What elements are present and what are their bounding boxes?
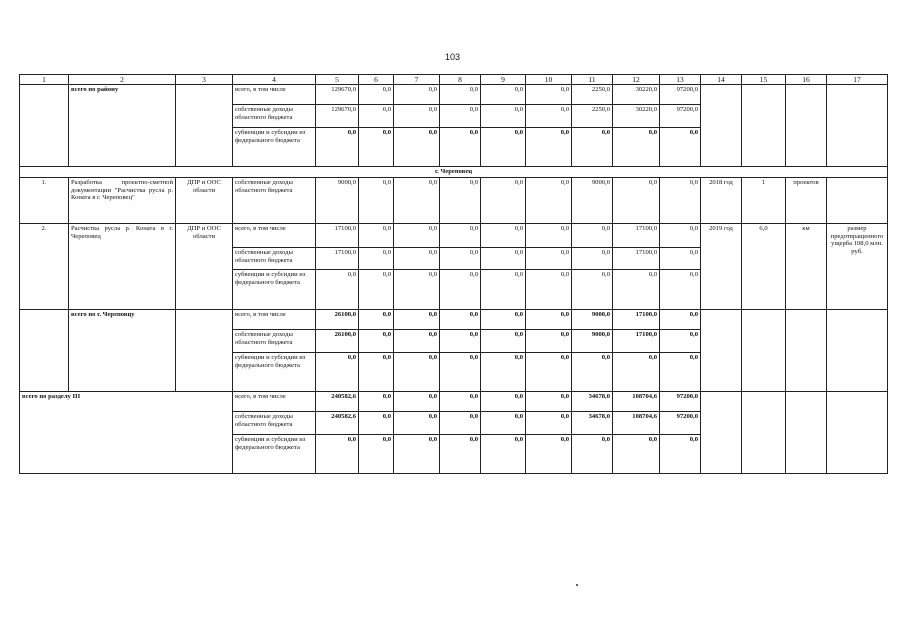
- empty-cell: [786, 392, 827, 474]
- column-number: 9: [481, 75, 526, 85]
- column-number: 7: [394, 75, 440, 85]
- amount-cell: 0,0: [660, 310, 701, 330]
- amount-cell: 0,0: [316, 128, 359, 167]
- amount-cell: 0,0: [359, 270, 394, 310]
- amount-cell: 0,0: [481, 224, 526, 248]
- amount-cell: 0,0: [481, 85, 526, 105]
- amount-cell: 0,0: [660, 224, 701, 248]
- empty-cell: [701, 310, 742, 392]
- amount-cell: 0,0: [526, 178, 572, 224]
- amount-cell: 0,0: [394, 85, 440, 105]
- amount-cell: 17100,0: [613, 224, 660, 248]
- amount-cell: 17100,0: [316, 224, 359, 248]
- item-number: 1.: [20, 178, 69, 224]
- amount-cell: 129670,0: [316, 85, 359, 105]
- amount-cell: 0,0: [526, 435, 572, 474]
- amount-cell: 0,0: [359, 310, 394, 330]
- amount-cell: 0,0: [440, 310, 481, 330]
- financing-type: собственные доходы областного бюджета: [233, 105, 316, 128]
- empty-cell: [827, 310, 888, 392]
- amount-cell: 0,0: [481, 248, 526, 270]
- amount-cell: 0,0: [526, 105, 572, 128]
- cell-num: [20, 85, 69, 167]
- amount-cell: 0,0: [572, 128, 613, 167]
- city-total-row: [20, 310, 888, 330]
- scan-speck: [576, 584, 578, 586]
- column-number: 12: [613, 75, 660, 85]
- cell-num: [20, 310, 69, 392]
- empty-cell: [701, 85, 742, 167]
- column-number: 13: [660, 75, 701, 85]
- financing-type: субвенции и субсидии из федерального бюджета: [233, 353, 316, 392]
- amount-cell: 30220,0: [613, 105, 660, 128]
- amount-cell: 0,0: [572, 224, 613, 248]
- amount-cell: 0,0: [526, 353, 572, 392]
- financing-type: субвенции и субсидии из федерального бюджета: [233, 128, 316, 167]
- amount-cell: 0,0: [359, 85, 394, 105]
- amount-cell: 0,0: [359, 412, 394, 435]
- amount-cell: 0,0: [660, 353, 701, 392]
- column-number: 8: [440, 75, 481, 85]
- item-quantity: 1: [742, 178, 786, 224]
- amount-cell: 0,0: [481, 128, 526, 167]
- financing-type: всего, в том числе: [233, 85, 316, 105]
- financing-type: всего, в том числе: [233, 392, 316, 412]
- amount-cell: 0,0: [660, 178, 701, 224]
- financing-type: всего, в том числе: [233, 310, 316, 330]
- amount-cell: 0,0: [481, 105, 526, 128]
- amount-cell: 0,0: [660, 330, 701, 353]
- amount-cell: 0,0: [316, 270, 359, 310]
- amount-cell: 0,0: [440, 353, 481, 392]
- amount-cell: 0,0: [440, 248, 481, 270]
- empty-cell: [786, 310, 827, 392]
- empty-cell: [742, 310, 786, 392]
- column-number: 6: [359, 75, 394, 85]
- amount-cell: 26100,0: [316, 310, 359, 330]
- financing-type: всего, в том числе: [233, 224, 316, 248]
- amount-cell: 0,0: [394, 105, 440, 128]
- cell-exec: [176, 85, 233, 167]
- amount-cell: 97200,0: [660, 105, 701, 128]
- amount-cell: 0,0: [526, 392, 572, 412]
- column-number: 11: [572, 75, 613, 85]
- amount-cell: 0,0: [316, 435, 359, 474]
- amount-cell: 0,0: [440, 412, 481, 435]
- amount-cell: 0,0: [613, 178, 660, 224]
- amount-cell: 0,0: [316, 353, 359, 392]
- amount-cell: 0,0: [440, 392, 481, 412]
- amount-cell: 0,0: [526, 128, 572, 167]
- section-total-label: всего по разделу III: [20, 392, 233, 474]
- amount-cell: 0,0: [359, 128, 394, 167]
- amount-cell: 0,0: [572, 248, 613, 270]
- district-total-label: всего по району: [69, 85, 176, 167]
- item-unit: проектов: [786, 178, 827, 224]
- amount-cell: 0,0: [526, 330, 572, 353]
- section-total-row: [20, 392, 888, 412]
- page-number: 103: [444, 52, 461, 62]
- amount-cell: 0,0: [440, 128, 481, 167]
- amount-cell: 97200,0: [660, 85, 701, 105]
- column-number: 1: [20, 75, 69, 85]
- amount-cell: 129670,0: [316, 105, 359, 128]
- amount-cell: 108704,6: [613, 412, 660, 435]
- amount-cell: 30220,0: [613, 85, 660, 105]
- item-number: 2.: [20, 224, 69, 310]
- amount-cell: 0,0: [481, 392, 526, 412]
- amount-cell: 0,0: [394, 270, 440, 310]
- amount-cell: 0,0: [526, 270, 572, 310]
- column-number: 17: [827, 75, 888, 85]
- empty-cell: [742, 85, 786, 167]
- amount-cell: 0,0: [572, 353, 613, 392]
- amount-cell: 0,0: [613, 128, 660, 167]
- amount-cell: 0,0: [660, 128, 701, 167]
- amount-cell: 0,0: [394, 330, 440, 353]
- empty-cell: [827, 392, 888, 474]
- amount-cell: 0,0: [572, 270, 613, 310]
- amount-cell: 9000,0: [572, 178, 613, 224]
- empty-cell: [701, 392, 742, 474]
- amount-cell: 0,0: [394, 248, 440, 270]
- column-number: 3: [176, 75, 233, 85]
- amount-cell: 0,0: [660, 435, 701, 474]
- amount-cell: 0,0: [394, 392, 440, 412]
- financing-type: собственные доходы областного бюджета: [233, 248, 316, 270]
- amount-cell: 0,0: [526, 310, 572, 330]
- item-year: 2018 год: [701, 178, 742, 224]
- amount-cell: 108704,6: [613, 392, 660, 412]
- amount-cell: 0,0: [440, 435, 481, 474]
- amount-cell: 240582,6: [316, 392, 359, 412]
- column-number-row: [20, 75, 888, 85]
- column-number: 15: [742, 75, 786, 85]
- amount-cell: 0,0: [526, 412, 572, 435]
- column-number: 10: [526, 75, 572, 85]
- item-unit: км: [786, 224, 827, 310]
- amount-cell: 34678,0: [572, 412, 613, 435]
- amount-cell: 0,0: [526, 224, 572, 248]
- amount-cell: 0,0: [440, 270, 481, 310]
- amount-cell: 0,0: [394, 412, 440, 435]
- amount-cell: 0,0: [613, 353, 660, 392]
- amount-cell: 0,0: [526, 85, 572, 105]
- financing-type: субвенции и субсидии из федерального бюджета: [233, 270, 316, 310]
- amount-cell: 0,0: [481, 412, 526, 435]
- section-title-row: [20, 167, 888, 178]
- item-executor: ДПР и ООС области: [176, 178, 233, 224]
- amount-cell: 26100,0: [316, 330, 359, 353]
- amount-cell: 0,0: [359, 248, 394, 270]
- amount-cell: 9000,0: [572, 310, 613, 330]
- amount-cell: 0,0: [660, 248, 701, 270]
- amount-cell: 0,0: [572, 435, 613, 474]
- item-row: [20, 224, 888, 248]
- financing-type: субвенции и субсидии из федерального бюджета: [233, 435, 316, 474]
- city-total-label: всего по г. Череповцу: [69, 310, 176, 392]
- amount-cell: 0,0: [359, 178, 394, 224]
- financing-type: собственные доходы областного бюджета: [233, 412, 316, 435]
- amount-cell: 34678,0: [572, 392, 613, 412]
- amount-cell: 97200,0: [660, 412, 701, 435]
- amount-cell: 0,0: [613, 270, 660, 310]
- amount-cell: 0,0: [359, 224, 394, 248]
- item-executor: ДПР и ООС области: [176, 224, 233, 310]
- amount-cell: 0,0: [440, 178, 481, 224]
- amount-cell: 0,0: [526, 248, 572, 270]
- amount-cell: 0,0: [394, 224, 440, 248]
- amount-cell: 0,0: [394, 435, 440, 474]
- column-number: 4: [233, 75, 316, 85]
- item-name: Разработка проектно-сметной документации "Расчистка русла р. Коната в г. Череповец": [69, 178, 176, 224]
- amount-cell: 0,0: [359, 392, 394, 412]
- amount-cell: 0,0: [394, 128, 440, 167]
- amount-cell: 0,0: [359, 105, 394, 128]
- amount-cell: 17100,0: [613, 330, 660, 353]
- amount-cell: 0,0: [440, 105, 481, 128]
- amount-cell: 9000,0: [572, 330, 613, 353]
- item-quantity: 6,0: [742, 224, 786, 310]
- amount-cell: 0,0: [440, 85, 481, 105]
- column-number: 16: [786, 75, 827, 85]
- column-number: 2: [69, 75, 176, 85]
- amount-cell: 17100,0: [613, 248, 660, 270]
- financing-table: [19, 74, 888, 474]
- item-note: [827, 178, 888, 224]
- amount-cell: 0,0: [481, 353, 526, 392]
- amount-cell: 17100,0: [613, 310, 660, 330]
- amount-cell: 0,0: [394, 353, 440, 392]
- amount-cell: 0,0: [481, 310, 526, 330]
- amount-cell: 0,0: [481, 330, 526, 353]
- amount-cell: 0,0: [359, 435, 394, 474]
- district-total-row: [20, 85, 888, 105]
- amount-cell: 0,0: [394, 178, 440, 224]
- amount-cell: 0,0: [359, 330, 394, 353]
- amount-cell: 240582,6: [316, 412, 359, 435]
- item-row: [20, 178, 888, 224]
- financing-type: собственные доходы областного бюджета: [233, 330, 316, 353]
- empty-cell: [786, 85, 827, 167]
- amount-cell: 0,0: [481, 435, 526, 474]
- amount-cell: 0,0: [481, 270, 526, 310]
- amount-cell: 2250,0: [572, 105, 613, 128]
- section-title: г. Череповец: [20, 167, 888, 178]
- amount-cell: 0,0: [481, 178, 526, 224]
- item-name: Расчистка русла р. Коната в г. Череповец: [69, 224, 176, 310]
- column-number: 5: [316, 75, 359, 85]
- amount-cell: 0,0: [613, 435, 660, 474]
- item-note: размер предотвращенного ущерба 108,0 млн. руб.: [827, 224, 888, 310]
- column-number: 14: [701, 75, 742, 85]
- amount-cell: 17100,0: [316, 248, 359, 270]
- item-year: 2019 год: [701, 224, 742, 310]
- amount-cell: 0,0: [359, 353, 394, 392]
- empty-cell: [742, 392, 786, 474]
- empty-cell: [827, 85, 888, 167]
- amount-cell: 97200,0: [660, 392, 701, 412]
- amount-cell: 0,0: [440, 330, 481, 353]
- amount-cell: 2250,0: [572, 85, 613, 105]
- amount-cell: 0,0: [660, 270, 701, 310]
- amount-cell: 9000,0: [316, 178, 359, 224]
- amount-cell: 0,0: [440, 224, 481, 248]
- cell-exec: [176, 310, 233, 392]
- amount-cell: 0,0: [394, 310, 440, 330]
- financing-type: собственные доходы областного бюджета: [233, 178, 316, 224]
